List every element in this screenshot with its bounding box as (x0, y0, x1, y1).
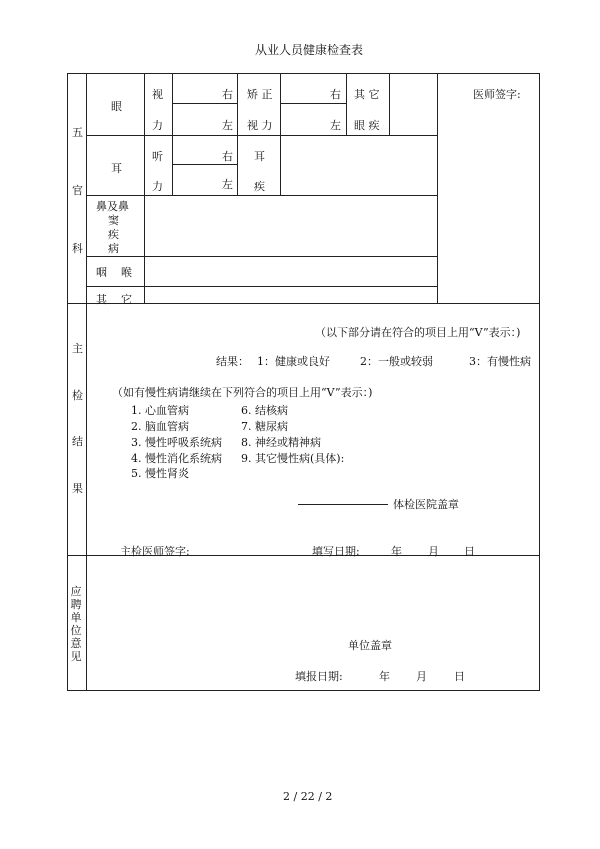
section-label-main-2: 检 (72, 389, 83, 402)
ear-left-label: 左 (222, 178, 233, 191)
eye-label: 眼 (111, 100, 122, 113)
section-label-main-1: 主 (72, 342, 83, 355)
main-instruction: （以下部分请在符合的项目上用“V”表示：) (315, 326, 521, 339)
seal-line (298, 504, 388, 505)
doctor-signature-label: 医师签字: (473, 88, 521, 101)
report-date-label: 填报日期: (295, 670, 343, 683)
result-option-2: 2：一般或较弱 (360, 355, 433, 368)
other-eye-label-1: 其 它 (354, 88, 380, 101)
fill-date-label: 填写日期: (312, 545, 360, 558)
section-label-wuguan-3: 科 (72, 242, 83, 255)
nose-label-1: 鼻及鼻 (96, 200, 129, 213)
report-date-month: 月 (416, 670, 427, 683)
result-option-1: 1：健康或良好 (257, 355, 330, 368)
nose-label-4: 病 (108, 242, 119, 255)
eye-right-label: 右 (222, 88, 233, 101)
disease-item: 5. 慢性肾炎 (131, 467, 189, 480)
result-label: 结果： (216, 355, 249, 368)
ear-right-label: 右 (222, 150, 233, 163)
disease-item: 7. 糖尿病 (241, 420, 288, 433)
corrected-left-label: 左 (330, 119, 341, 132)
nose-label-2: 窦 (108, 214, 119, 227)
disease-item: 9. 其它慢性病(具体): (241, 452, 345, 465)
result-option-3: 3：有慢性病 (469, 355, 531, 368)
hearing-label-2: 力 (152, 180, 163, 193)
document-title: 从业人员健康检查表 (255, 43, 364, 57)
fill-date-day: 日 (464, 545, 475, 558)
hospital-seal-label: 体检医院盖章 (393, 498, 459, 511)
disease-item: 2. 脑血管病 (131, 420, 189, 433)
throat-label: 咽 喉 (96, 266, 132, 279)
ear-label: 耳 (111, 162, 122, 175)
chief-doctor-signature-label: 主检医师签字: (120, 545, 190, 558)
hearing-label-1: 听 (152, 150, 163, 163)
disease-item: 3. 慢性呼吸系统病 (131, 436, 222, 449)
report-date-year: 年 (379, 670, 390, 683)
disease-item: 8. 神经或精神病 (241, 436, 321, 449)
other-eye-label-2: 眼 疾 (354, 119, 380, 132)
disease-item: 1. 心血管病 (131, 404, 189, 417)
fill-date-month: 月 (428, 545, 439, 558)
section-label-main-4: 果 (72, 482, 83, 495)
vision-label-2: 力 (152, 119, 163, 132)
employer-seal-label: 单位盖章 (348, 639, 392, 652)
corrected-label-1: 矫 正 (247, 88, 273, 101)
section-label-main-3: 结 (72, 435, 83, 448)
nose-label-3: 疾 (108, 228, 119, 241)
disease-item: 4. 慢性消化系统病 (131, 452, 222, 465)
fill-date-year: 年 (391, 545, 402, 558)
chronic-instruction: （如有慢性病请继续在下列符合的项目上用“V”表示：) (112, 386, 373, 399)
corrected-label-2: 视 力 (247, 119, 273, 132)
report-date-day: 日 (454, 670, 465, 683)
vision-label-1: 视 (152, 88, 163, 101)
other-label: 其 它 (96, 293, 132, 306)
section-label-wuguan-1: 五 (72, 126, 83, 139)
page-number: 2 / 22 / 2 (283, 790, 333, 803)
section-label-wuguan-2: 官 (72, 184, 83, 197)
section-label-employer: 应聘单位意见 (70, 585, 82, 663)
disease-item: 6. 结核病 (241, 404, 288, 417)
eye-left-label: 左 (222, 119, 233, 132)
ear-disease-label-1: 耳 (254, 150, 265, 163)
corrected-right-label: 右 (330, 88, 341, 101)
ear-disease-label-2: 疾 (254, 180, 265, 193)
